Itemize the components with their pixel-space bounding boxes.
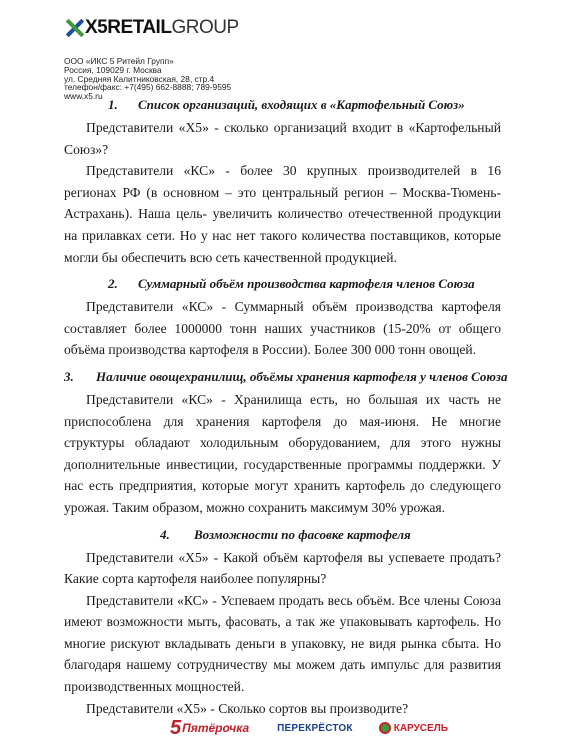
paragraph: Представители «Х5» - Сколько сортов вы производите?	[86, 700, 409, 716]
paragraph: Представители «КС» - Успеваем продать весь объём. Все члены Союза имеют возможности мыть, фасовать, а так же упаковывать картофель. Но многие рискуют вкладывать деньги в упаковку, не видя рынка сбыта. Но благодаря нашему сотрудничеству мы можем дать импульс для развития производственных мощностей.	[64, 592, 501, 695]
address-line: ул. Средняя Калитниковская, 28, стр.4	[64, 73, 215, 84]
logo-group: GROUP	[171, 17, 239, 38]
section-number: 3.	[64, 368, 74, 384]
x5-logo-icon	[64, 18, 84, 38]
paragraph: Представители «Х5» - Какой объём картофеля вы успеваете продать? Какие сорта картофеля наиболее популярны?	[64, 549, 501, 587]
section-title: Наличие овощехранилищ, объёмы хранения картофеля у членов Союза	[96, 368, 508, 384]
pyaterochka-five: 5	[170, 716, 182, 739]
paragraph: Представители «КС» - Хранилища есть, но большая их часть не приспособлена для хранения картофеля до мая-июня. Не многие структуры обладают холодильным оборудованием, для этого нужны дополнительные инвестиции, государственные программы поддержки. У нас есть предприятия, которые могут хранить картофель до следующего урожая. Таким образом, можно сохранить максимум 30% урожая.	[64, 391, 501, 515]
perekrestok-logo: ПЕРЕКРЁСТОК	[277, 722, 353, 734]
paragraph: Представители «КС» - Суммарный объём производства картофеля составляет более 1000000 тонн наших участников (15-20% от общего объёма производства картофеля в России). Более 300 000 тонн овощей.	[64, 299, 501, 358]
karusel-text: КАРУСЕЛЬ	[393, 722, 448, 734]
brand-logos-footer	[170, 716, 448, 740]
logo-retail: RETAIL	[107, 17, 172, 38]
pyaterochka-logo	[170, 717, 249, 740]
pyaterochka-text: Пятёрочка	[182, 721, 250, 735]
section-title: Возможности по фасовке картофеля	[194, 526, 411, 542]
address-line: Россия, 109029 г. Москва	[64, 64, 162, 75]
paragraph: Представители «Х5» - сколько организаций входит в «Картофельный Союз»?	[64, 120, 501, 157]
karusel-icon	[379, 722, 391, 734]
address-line: www.x5.ru	[64, 91, 103, 102]
x5-retail-group-logo	[64, 16, 239, 40]
company-address	[64, 57, 231, 101]
address-line: ООО «ИКС 5 Ритейл Групп»	[64, 56, 174, 66]
paragraph: Представители «КС» - более 30 крупных производителей в 16 регионах РФ (в основном – это центральный регион – Москва-Тюмень-Астрахань). Наша цель- увеличить количество отечественной продукции на прилавках сети. Но у нас нет такого количества поставщиков, которые могли бы обеспечить всю сеть качественной продукцией.	[64, 163, 501, 265]
section-number: 1.	[108, 97, 118, 112]
section-heading	[64, 527, 501, 547]
section-heading	[64, 97, 501, 117]
section-number: 2.	[108, 276, 118, 292]
section-title: Суммарный объём производства картофеля членов Союза	[138, 276, 475, 292]
document-body	[64, 97, 508, 719]
address-line: телефон/факс: +7(495) 662-8888; 789-9595	[64, 82, 232, 93]
section-number: 4.	[160, 526, 170, 542]
section-heading	[64, 276, 501, 296]
section-title: Список организаций, входящих в «Картофельный Союз»	[138, 97, 465, 112]
logo-x5: X5	[85, 17, 108, 38]
karusel-logo	[379, 722, 448, 734]
section-heading	[64, 368, 508, 389]
